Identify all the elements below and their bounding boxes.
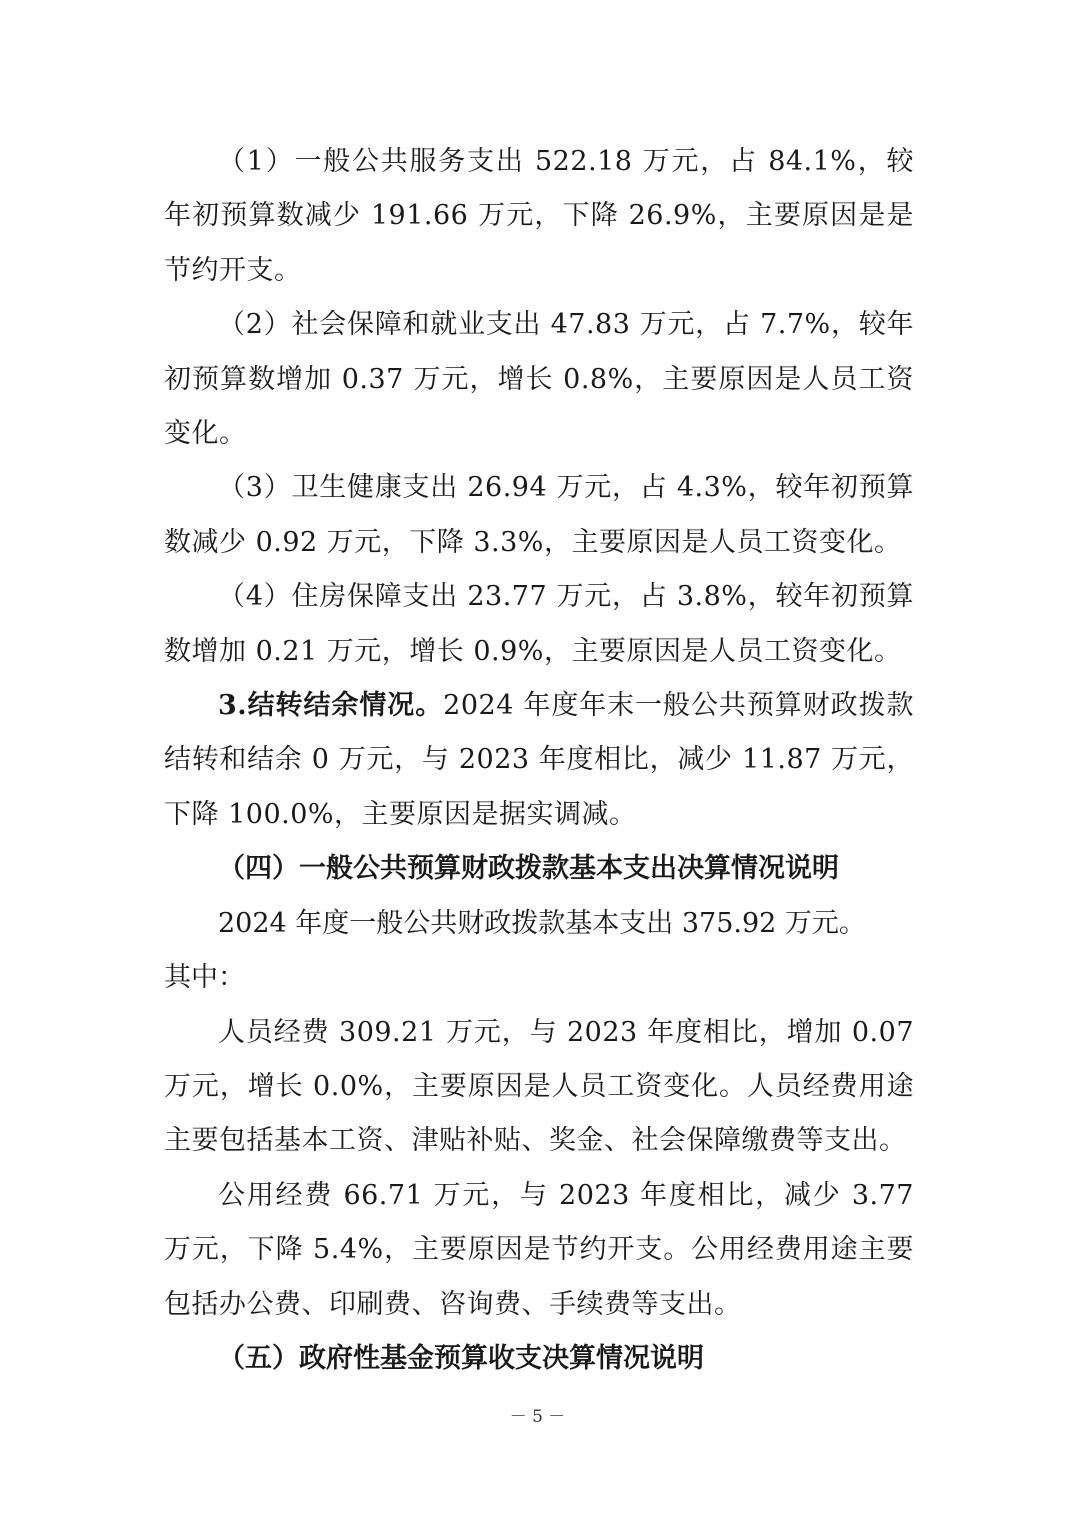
carryover-text: 2024 年度年末一般公共预算财政拨款结转和结余 0 万元，与 2023 年度相比，减少 11.87 万元，下降 100.0%，主要原因是据实调减。 [164,690,915,830]
paragraph-social-security: （2）社会保障和就业支出 47.83 万元，占 7.7%，较年初预算数增加 0.37 万元，增长 0.8%，主要原因是人员工资变化。 [164,309,914,450]
paragraph-general-public-service: （1）一般公共服务支出 522.18 万元，占 84.1%，较年初预算数减少 191.66 万元，下降 26.9%，主要原因是是节约开支。 [164,146,914,286]
section-heading-4: （四）一般公共预算财政拨款基本支出决算情况说明 [218,853,839,885]
paragraph-personnel-expenses: 人员经费 309.21 万元，与 2023 年度相比，增加 0.07 万元，增长 0.0%，主要原因是人员工资变化。人员经费用途主要包括基本工资、津贴补贴、奖金、社会保障缴费等支出。 [164,1016,914,1157]
section-heading-5: （五）政府性基金预算收支决算情况说明 [218,1342,704,1374]
basic-expenditure-total: 2024 年度一般公共财政拨款基本支出 375.92 万元。 [218,907,866,939]
page-number: － 5 － [509,1407,566,1427]
paragraph-carryover [164,679,914,842]
document-body [164,135,914,1386]
carryover-title: 3.结转结余情况。 [218,690,444,722]
basic-expenditure-among: 其中： [164,962,245,994]
paragraph-housing: （4）住房保障支出 23.77 万元，占 3.8%，较年初预算数增加 0.21 万元，增长 0.9%，主要原因是人员工资变化。 [164,581,914,667]
paragraph-public-expenses: 公用经费 66.71 万元，与 2023 年度相比，减少 3.77 万元，下降 5.4%，主要原因是节约开支。公用经费用途主要包括办公费、印刷费、咨询费、手续费等支出。 [164,1179,914,1320]
paragraph-health: （3）卫生健康支出 26.94 万元，占 4.3%，较年初预算数减少 0.92 万元，下降 3.3%，主要原因是人员工资变化。 [164,472,914,558]
